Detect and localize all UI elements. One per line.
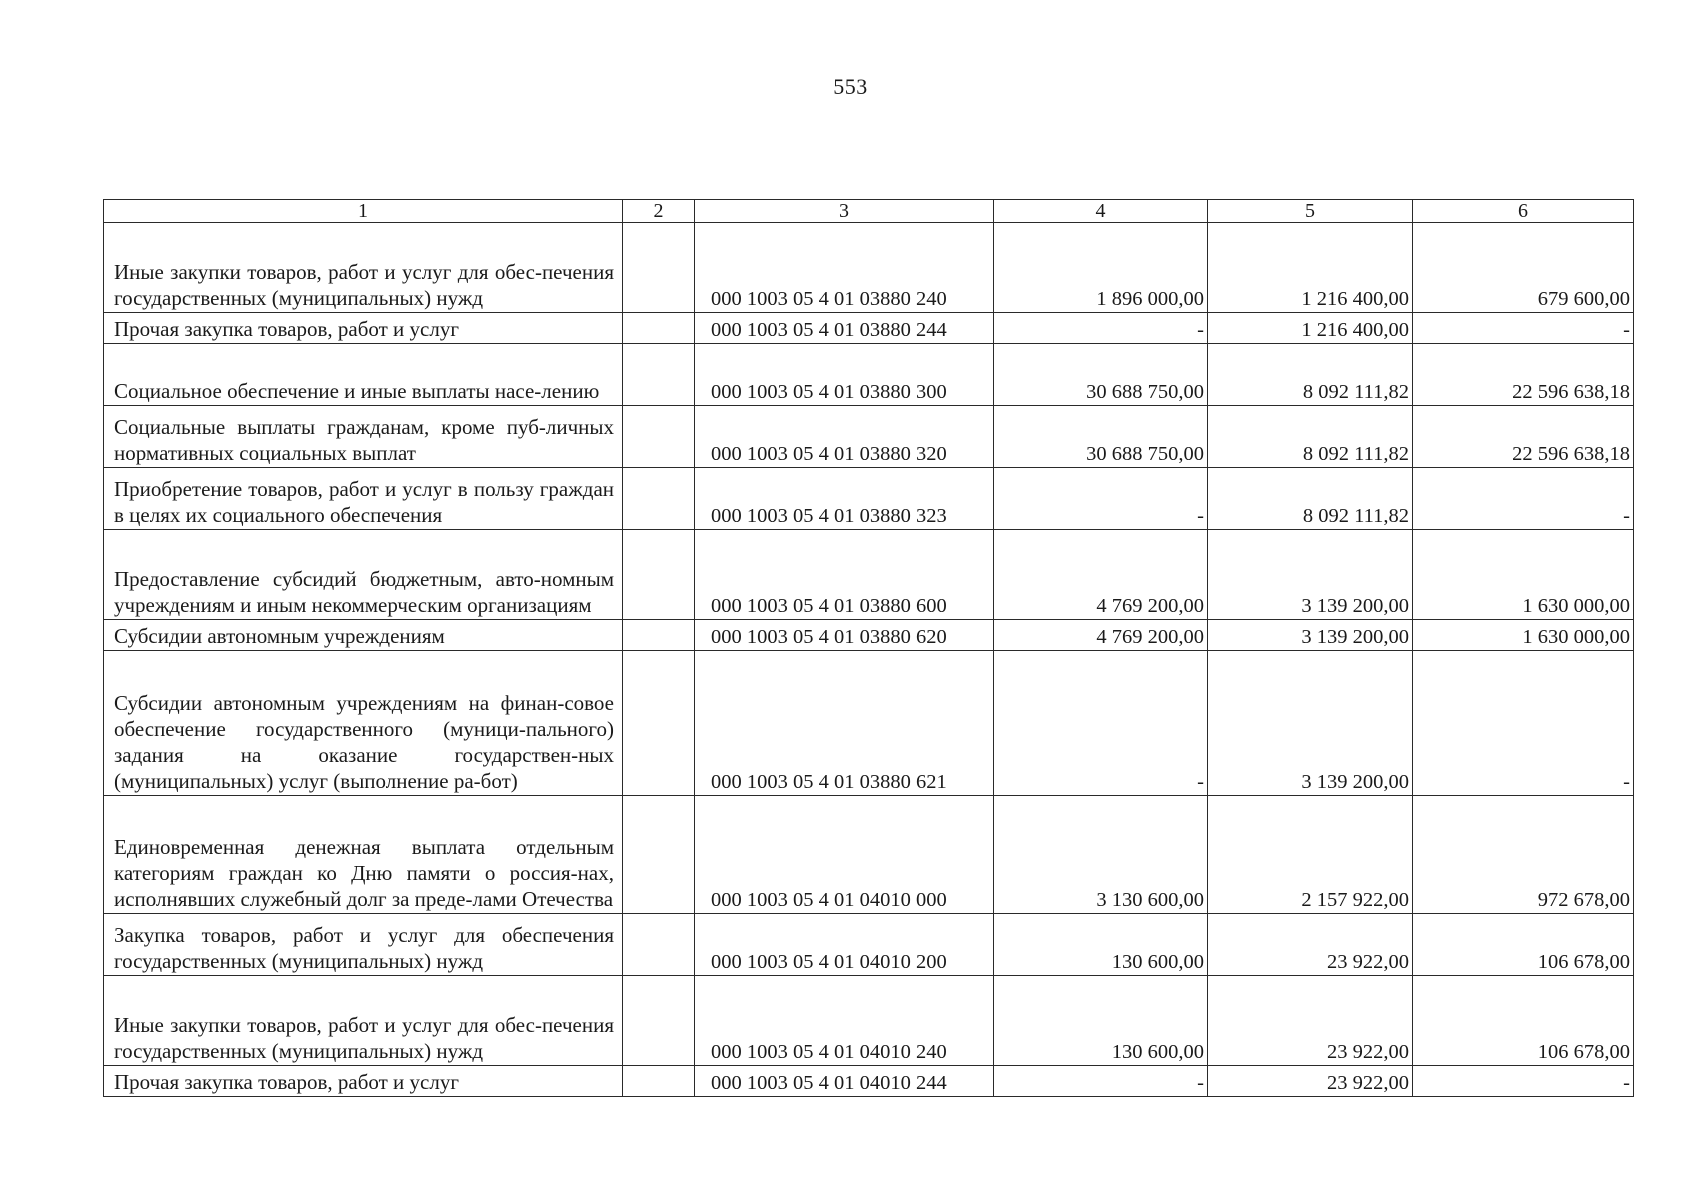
row-name: Субсидии автономным учреждениям bbox=[104, 620, 623, 651]
row-col4: 30 688 750,00 bbox=[994, 344, 1208, 406]
row-col5: 3 139 200,00 bbox=[1208, 620, 1413, 651]
table-row bbox=[104, 530, 1634, 620]
row-col6: - bbox=[1413, 313, 1634, 344]
column-header-2: 2 bbox=[623, 200, 695, 223]
row-col4: 3 130 600,00 bbox=[994, 796, 1208, 914]
row-col2 bbox=[623, 313, 695, 344]
row-col4: 30 688 750,00 bbox=[994, 406, 1208, 468]
row-col2 bbox=[623, 530, 695, 620]
table-row bbox=[104, 796, 1634, 914]
table-row bbox=[104, 620, 1634, 651]
row-col6: - bbox=[1413, 468, 1634, 530]
row-col6: - bbox=[1413, 651, 1634, 796]
row-code: 000 1003 05 4 01 04010 244 bbox=[695, 1066, 994, 1097]
column-header-3: 3 bbox=[695, 200, 994, 223]
row-code: 000 1003 05 4 01 04010 000 bbox=[695, 796, 994, 914]
row-name: Субсидии автономным учреждениям на финан-совое обеспечение государственного (муници-пального) задания на оказание государствен-ных (муниципальных) услуг (выполнение ра-бот) bbox=[104, 651, 623, 796]
row-name: Иные закупки товаров, работ и услуг для обес-печения государственных (муниципальных) нужд bbox=[104, 223, 623, 313]
row-code: 000 1003 05 4 01 03880 300 bbox=[695, 344, 994, 406]
row-col5: 23 922,00 bbox=[1208, 914, 1413, 976]
row-col4: - bbox=[994, 313, 1208, 344]
row-col4: 1 896 000,00 bbox=[994, 223, 1208, 313]
row-col4: 130 600,00 bbox=[994, 976, 1208, 1066]
row-name: Социальное обеспечение и иные выплаты насе-лению bbox=[104, 344, 623, 406]
column-header-4: 4 bbox=[994, 200, 1208, 223]
row-col2 bbox=[623, 620, 695, 651]
row-name: Прочая закупка товаров, работ и услуг bbox=[104, 1066, 623, 1097]
row-col5: 8 092 111,82 bbox=[1208, 468, 1413, 530]
page-number: 553 bbox=[833, 74, 868, 99]
budget-table bbox=[103, 199, 1634, 1097]
table-row bbox=[104, 976, 1634, 1066]
row-col4: - bbox=[994, 651, 1208, 796]
row-code: 000 1003 05 4 01 03880 240 bbox=[695, 223, 994, 313]
table-body bbox=[104, 223, 1634, 1097]
row-col2 bbox=[623, 1066, 695, 1097]
row-col6: 679 600,00 bbox=[1413, 223, 1634, 313]
row-col4: 4 769 200,00 bbox=[994, 620, 1208, 651]
row-col5: 23 922,00 bbox=[1208, 1066, 1413, 1097]
row-name: Приобретение товаров, работ и услуг в пользу граждан в целях их социального обеспечения bbox=[104, 468, 623, 530]
row-col5: 3 139 200,00 bbox=[1208, 651, 1413, 796]
column-header-6: 6 bbox=[1413, 200, 1634, 223]
row-col2 bbox=[623, 344, 695, 406]
row-code: 000 1003 05 4 01 03880 320 bbox=[695, 406, 994, 468]
row-name: Закупка товаров, работ и услуг для обеспечения государственных (муниципальных) нужд bbox=[104, 914, 623, 976]
row-col5: 8 092 111,82 bbox=[1208, 344, 1413, 406]
row-col6: 972 678,00 bbox=[1413, 796, 1634, 914]
table-row bbox=[104, 468, 1634, 530]
column-header-5: 5 bbox=[1208, 200, 1413, 223]
row-col2 bbox=[623, 468, 695, 530]
row-col2 bbox=[623, 976, 695, 1066]
table-row bbox=[104, 1066, 1634, 1097]
column-number-row bbox=[104, 200, 1634, 223]
row-col2 bbox=[623, 223, 695, 313]
row-col6: 106 678,00 bbox=[1413, 976, 1634, 1066]
row-code: 000 1003 05 4 01 03880 323 bbox=[695, 468, 994, 530]
table-row bbox=[104, 344, 1634, 406]
row-col5: 1 216 400,00 bbox=[1208, 313, 1413, 344]
row-name: Предоставление субсидий бюджетным, авто-номным учреждениям и иным некоммерческим организациям bbox=[104, 530, 623, 620]
row-col4: 130 600,00 bbox=[994, 914, 1208, 976]
row-col5: 8 092 111,82 bbox=[1208, 406, 1413, 468]
row-col2 bbox=[623, 914, 695, 976]
row-code: 000 1003 05 4 01 04010 240 bbox=[695, 976, 994, 1066]
row-col5: 3 139 200,00 bbox=[1208, 530, 1413, 620]
row-col6: 22 596 638,18 bbox=[1413, 406, 1634, 468]
table-row bbox=[104, 914, 1634, 976]
row-col6: 22 596 638,18 bbox=[1413, 344, 1634, 406]
row-col4: - bbox=[994, 468, 1208, 530]
row-code: 000 1003 05 4 01 03880 600 bbox=[695, 530, 994, 620]
row-col5: 1 216 400,00 bbox=[1208, 223, 1413, 313]
row-name: Единовременная денежная выплата отдельным категориям граждан ко Дню памяти о россия-нах, исполнявших служебный долг за преде-лами Отечества bbox=[104, 796, 623, 914]
column-header-1: 1 bbox=[104, 200, 623, 223]
row-name: Иные закупки товаров, работ и услуг для обес-печения государственных (муниципальных) нужд bbox=[104, 976, 623, 1066]
table-row bbox=[104, 223, 1634, 313]
row-col6: 1 630 000,00 bbox=[1413, 620, 1634, 651]
row-col2 bbox=[623, 406, 695, 468]
table-row bbox=[104, 313, 1634, 344]
row-col2 bbox=[623, 651, 695, 796]
row-col4: 4 769 200,00 bbox=[994, 530, 1208, 620]
row-col2 bbox=[623, 796, 695, 914]
row-code: 000 1003 05 4 01 03880 621 bbox=[695, 651, 994, 796]
row-col5: 2 157 922,00 bbox=[1208, 796, 1413, 914]
row-code: 000 1003 05 4 01 04010 200 bbox=[695, 914, 994, 976]
row-col4: - bbox=[994, 1066, 1208, 1097]
row-name: Прочая закупка товаров, работ и услуг bbox=[104, 313, 623, 344]
row-col6: - bbox=[1413, 1066, 1634, 1097]
row-col6: 1 630 000,00 bbox=[1413, 530, 1634, 620]
table-row bbox=[104, 651, 1634, 796]
table-row bbox=[104, 406, 1634, 468]
row-name: Социальные выплаты гражданам, кроме пуб-личных нормативных социальных выплат bbox=[104, 406, 623, 468]
row-col6: 106 678,00 bbox=[1413, 914, 1634, 976]
row-code: 000 1003 05 4 01 03880 620 bbox=[695, 620, 994, 651]
row-col5: 23 922,00 bbox=[1208, 976, 1413, 1066]
row-code: 000 1003 05 4 01 03880 244 bbox=[695, 313, 994, 344]
